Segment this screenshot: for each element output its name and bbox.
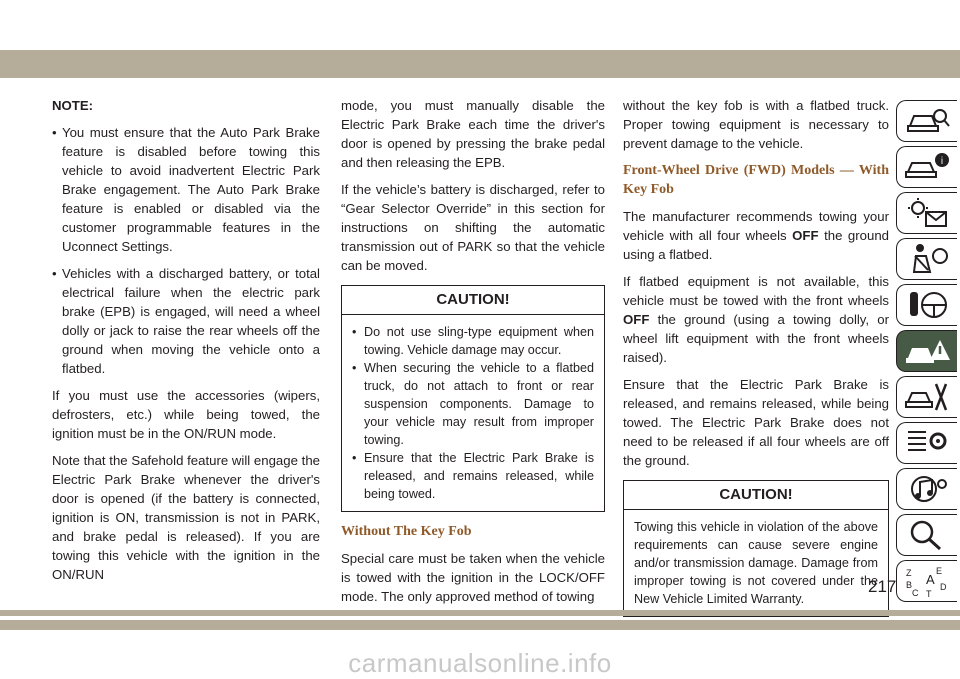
paragraph-battery-discharged: If the vehicle’s battery is discharged, refer to “Gear Selector Override” in this section for instructions on shifting the automatic transmission out of PARK so that the vehicle can be moved. — [341, 182, 605, 273]
off-label: OFF — [623, 312, 650, 327]
paragraph-safehold: Note that the Safehold feature will engage the Electric Park Brake whenever the driver's door is opened (if the battery is connected, ignition is ON, transmission is not in PARK, and brake pedal is released). If you are towing this vehicle with the ignition in the ON/RUN — [52, 453, 320, 582]
note-bullet-1-text: You must ensure that the Auto Park Brake feature is disabled before towing this vehicle to avoid inadvertent Electric Park Brake engagement. The Auto Park Brake feature is enabled or disabled via the customer programmable features in the Uconnect Settings. — [62, 125, 320, 254]
tab-index[interactable] — [896, 514, 957, 556]
note-bullet-1 — [52, 123, 320, 256]
car-info-icon — [904, 150, 950, 184]
off-label: OFF — [792, 228, 819, 243]
paragraph-accessories: If you must use the accessories (wipers, defrosters, etc.) while being towed, the ignition must be in the ON/RUN mode. — [52, 388, 320, 441]
section-heading-without-key-fob: Without The Key Fob — [341, 524, 472, 539]
note-heading: NOTE: — [52, 98, 94, 113]
caution-box-1 — [341, 285, 605, 512]
tab-safety[interactable] — [896, 238, 957, 280]
paragraph-epb-released: Ensure that the Electric Park Brake is released, and remains released, while being towed. The Electric Park Brake does not need to be released if all four wheels are off the ground. — [623, 377, 889, 468]
caution-item: • Do not use sling-type equipment when towing. Vehicle damage may occur. — [352, 325, 594, 357]
alphabet-index-icon — [904, 564, 950, 598]
tab-getting-to-know-vehicle[interactable] — [896, 100, 957, 142]
bullet-dot: • — [52, 125, 57, 140]
column-1 — [52, 96, 320, 592]
page-top-margin — [0, 0, 960, 50]
key-steering-wheel-icon — [904, 288, 950, 322]
tab-servicing-maintenance[interactable] — [896, 376, 957, 418]
caution-title: CAUTION! — [624, 481, 888, 510]
svg-text:E: E — [936, 566, 943, 576]
caution-body: Towing this vehicle in violation of the above requirements can cause severe engine and/or transmission damage. Damage from improper towing is not covered under the New Vehicle Limited Warranty. — [634, 520, 878, 606]
tab-multimedia[interactable] — [896, 468, 957, 510]
paragraph-disable-epb: mode, you must manually disable the Electric Park Brake each time the driver's door is opened by pressing the brake pedal and then releasing the EPB. — [341, 98, 605, 170]
column-3 — [623, 96, 889, 627]
tab-alphabetical-index[interactable] — [896, 560, 957, 602]
caution-box-2 — [623, 480, 889, 617]
paragraph-recommends: The manufacturer recommends towing your vehicle with all four wheels OFF the ground using a flatbed. — [623, 209, 889, 262]
svg-text:C: C — [912, 588, 919, 598]
column-2 — [341, 96, 605, 614]
bullet-dot: • — [52, 266, 57, 281]
tab-in-case-of-emergency[interactable] — [896, 330, 957, 372]
footer-stripe — [0, 610, 960, 616]
car-magnifier-icon — [904, 104, 950, 138]
caution-item: • When securing the vehicle to a flatbed truck, do not attach to front or rear suspension components. Damage to your vehicle may result from improper towing. — [352, 361, 594, 447]
warning-lights-message-icon — [904, 196, 950, 230]
tab-instrument-panel[interactable] — [896, 146, 957, 188]
caution-title: CAUTION! — [342, 286, 604, 315]
note-bullet-2-text: Vehicles with a discharged battery, or total electrical failure when the electric park brake (EPB) is engaged, will need a wheel dolly or jack to raise the rear wheels off the ground when moving the vehicle onto a flatbed. — [62, 266, 320, 376]
svg-text:i: i — [940, 156, 944, 167]
seatbelt-airbag-icon — [904, 242, 950, 276]
car-tools-icon — [904, 380, 950, 414]
multimedia-icon — [904, 472, 950, 506]
footer-stripe-2 — [0, 620, 960, 630]
watermark: carmanualsonline.info — [348, 648, 612, 678]
tab-starting-operating[interactable] — [896, 284, 957, 326]
paragraph-front-wheels: If flatbed equipment is not available, this vehicle must be towed with the front wheels OFF the ground (using a towing dolly, or wheel lift equipment with the front wheels raised). — [623, 274, 889, 365]
specs-gear-icon — [904, 426, 950, 460]
svg-text:D: D — [940, 582, 947, 592]
search-index-icon — [904, 518, 950, 552]
tab-technical-specifications[interactable] — [896, 422, 957, 464]
paragraph-flatbed: without the key fob is with a flatbed truck. Proper towing equipment is necessary to prevent damage to the vehicle. — [623, 98, 889, 151]
page-number: 217 — [868, 577, 897, 596]
svg-text:B: B — [906, 580, 913, 590]
tab-warning-lights[interactable] — [896, 192, 957, 234]
svg-text:A: A — [926, 572, 935, 587]
caution-item: • Ensure that the Electric Park Brake is released, and remains released, while being towed. — [352, 451, 594, 501]
svg-text:T: T — [926, 589, 932, 598]
chapter-tabs — [896, 100, 960, 606]
svg-text:Z: Z — [906, 568, 912, 578]
note-bullet-2 — [52, 264, 320, 378]
caution-body — [342, 315, 604, 511]
section-heading-fwd-models: Front-Wheel Drive (FWD) Models — With Key Fob — [623, 163, 889, 197]
paragraph-special-care: Special care must be taken when the vehicle is towed with the ignition in the LOCK/OFF mode. The only approved method of towing — [341, 551, 605, 604]
header-stripe — [0, 50, 960, 78]
emergency-car-icon — [904, 334, 950, 368]
